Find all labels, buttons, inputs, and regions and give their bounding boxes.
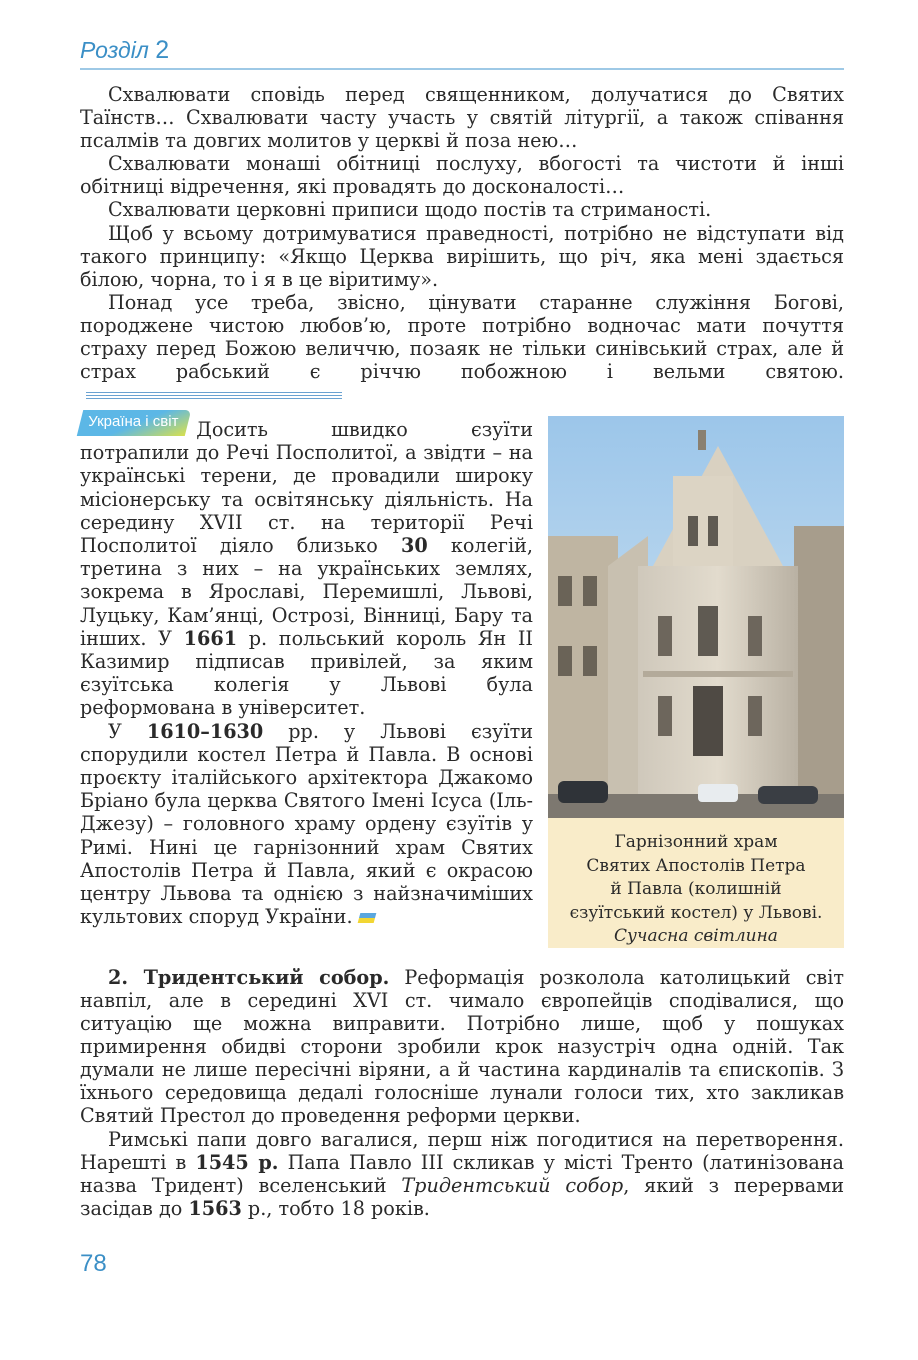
bold-year: 1545 р. — [195, 1151, 279, 1174]
bold-year: 1563 — [188, 1197, 242, 1220]
ukraine-world-sidebar — [80, 413, 534, 929]
sidebar-paragraph — [80, 418, 533, 720]
church-photo — [548, 416, 844, 818]
paragraph: Схвалювати церковні приписи щодо постів та стриманості. — [108, 198, 712, 221]
section-2-paragraph — [80, 1128, 844, 1220]
bold-year: 1661 — [183, 626, 238, 650]
badge-label: Україна і світ — [88, 413, 179, 430]
text: , який з перервами засідав до — [80, 1174, 844, 1220]
paragraph: Схвалювати монаші обітниці послуху, вбогості та чистоти й інші обітниці відречення, які провадять до досконалості… — [80, 152, 844, 198]
end-rule — [86, 392, 342, 400]
text: р., тобто 18 років. — [241, 1197, 430, 1220]
text: У — [108, 719, 147, 743]
paragraph: Схвалювати сповідь перед священником, долучатися до Святих Таїнств… Схвалювати часту участь у святій літургії, а також співання псалмів та довгих молитов у церкві й поза нею… — [80, 83, 844, 152]
text: Папа Павло III скликав у місті Тренто (латинізована назва Тридент) вселенський — [80, 1151, 844, 1197]
page-number: 78 — [80, 1250, 107, 1277]
text: колегій, третина з них – на українських землях, зокрема в Ярославі, Перемишлі, Львові, Луцьку, Кам’янці, Острозі, Вінниці, Бару та інших. У — [80, 534, 534, 650]
section-number: 2 — [155, 36, 170, 64]
text: Реформація розколола католицький світ навпіл, але в середині XVI ст. чимало європейців сподівалися, що ситуацію ще можна виправити. Потрібно лише, щоб у пошуках примирення обидві сторони зробили крок назустріч одна одній. Так думали не лише пересічні віряни, а й частина кардиналів та єпископів. З їхнього середовища дедалі голосніше лунали голоси тих, хто закликав Святий Престол до проведення реформи церкви. — [80, 966, 844, 1127]
photo-caption — [548, 818, 844, 948]
paragraph-last — [80, 291, 844, 406]
paragraph-text: Понад усе треба, звісно, цінувати старанне служіння Богові, породжене чистою любов’ю, проте потрібно водночас мати почуття страху перед Божою величчю, позаяк не тільки синівський страх, але й страх рабський є річчю побожною і вельми святою. — [80, 291, 844, 383]
bold-years: 1610–1630 — [146, 719, 264, 743]
sidebar-paragraph — [80, 720, 533, 929]
header-rule — [80, 68, 844, 70]
text: Досить швидко єзуїти потрапили до Речі Посполитої, а звідти – на українські терени, де провадили широку місіонерську та освітянську діяльність. На середину XVII ст. на території Речі Посполитої діяло близько — [80, 418, 533, 558]
caption-credit: Сучасна світлина — [614, 926, 778, 946]
section-label: Розділ — [80, 37, 149, 63]
bold-number: 30 — [400, 534, 428, 558]
ukraine-world-badge — [77, 410, 192, 436]
text: р. польський король Ян II Казимир підписав привілей, за яким єзуїтська колегія у Львові була реформована в університет. — [80, 626, 533, 720]
caption-line: Гарнізонний храм — [614, 832, 778, 852]
section-header — [80, 36, 169, 65]
text: Римські папи довго вагалися, перш ніж погодитися на перетворення. Нарешті в — [80, 1128, 844, 1174]
ukraine-flag-icon — [357, 913, 376, 923]
text: рр. у Львові єзуїти спорудили костел Петра й Павла. В основі проєкту італійського архітектора Джакомо Бріано була церква Святого Імені Ісуса (Іль-Джезу) – головного храму ордену єзуїтів у Римі. Нині це гарнізонний храм Святих Апостолів Петра й Павла, який є окрасою центру Львова та однією з найзначиміших культових споруд України. — [80, 719, 533, 929]
paragraph: Щоб у всьому дотримуватися праведності, потрібно не відступати від такого принципу: «Якщо Церква вирішить, що річ, яка мені здається білою, чорна, то і я в це віритиму». — [80, 222, 844, 291]
section-2-heading: 2. Тридентський собор. — [108, 966, 390, 989]
caption-line: Святих Апостолів Петра — [586, 855, 806, 876]
caption-line: єзуїтський костел) у Львові. — [569, 902, 823, 923]
section-2-paragraph — [80, 966, 844, 1127]
italic-term: Тридентський собор — [401, 1174, 624, 1197]
caption-line: й Павла (колишній — [610, 879, 782, 899]
